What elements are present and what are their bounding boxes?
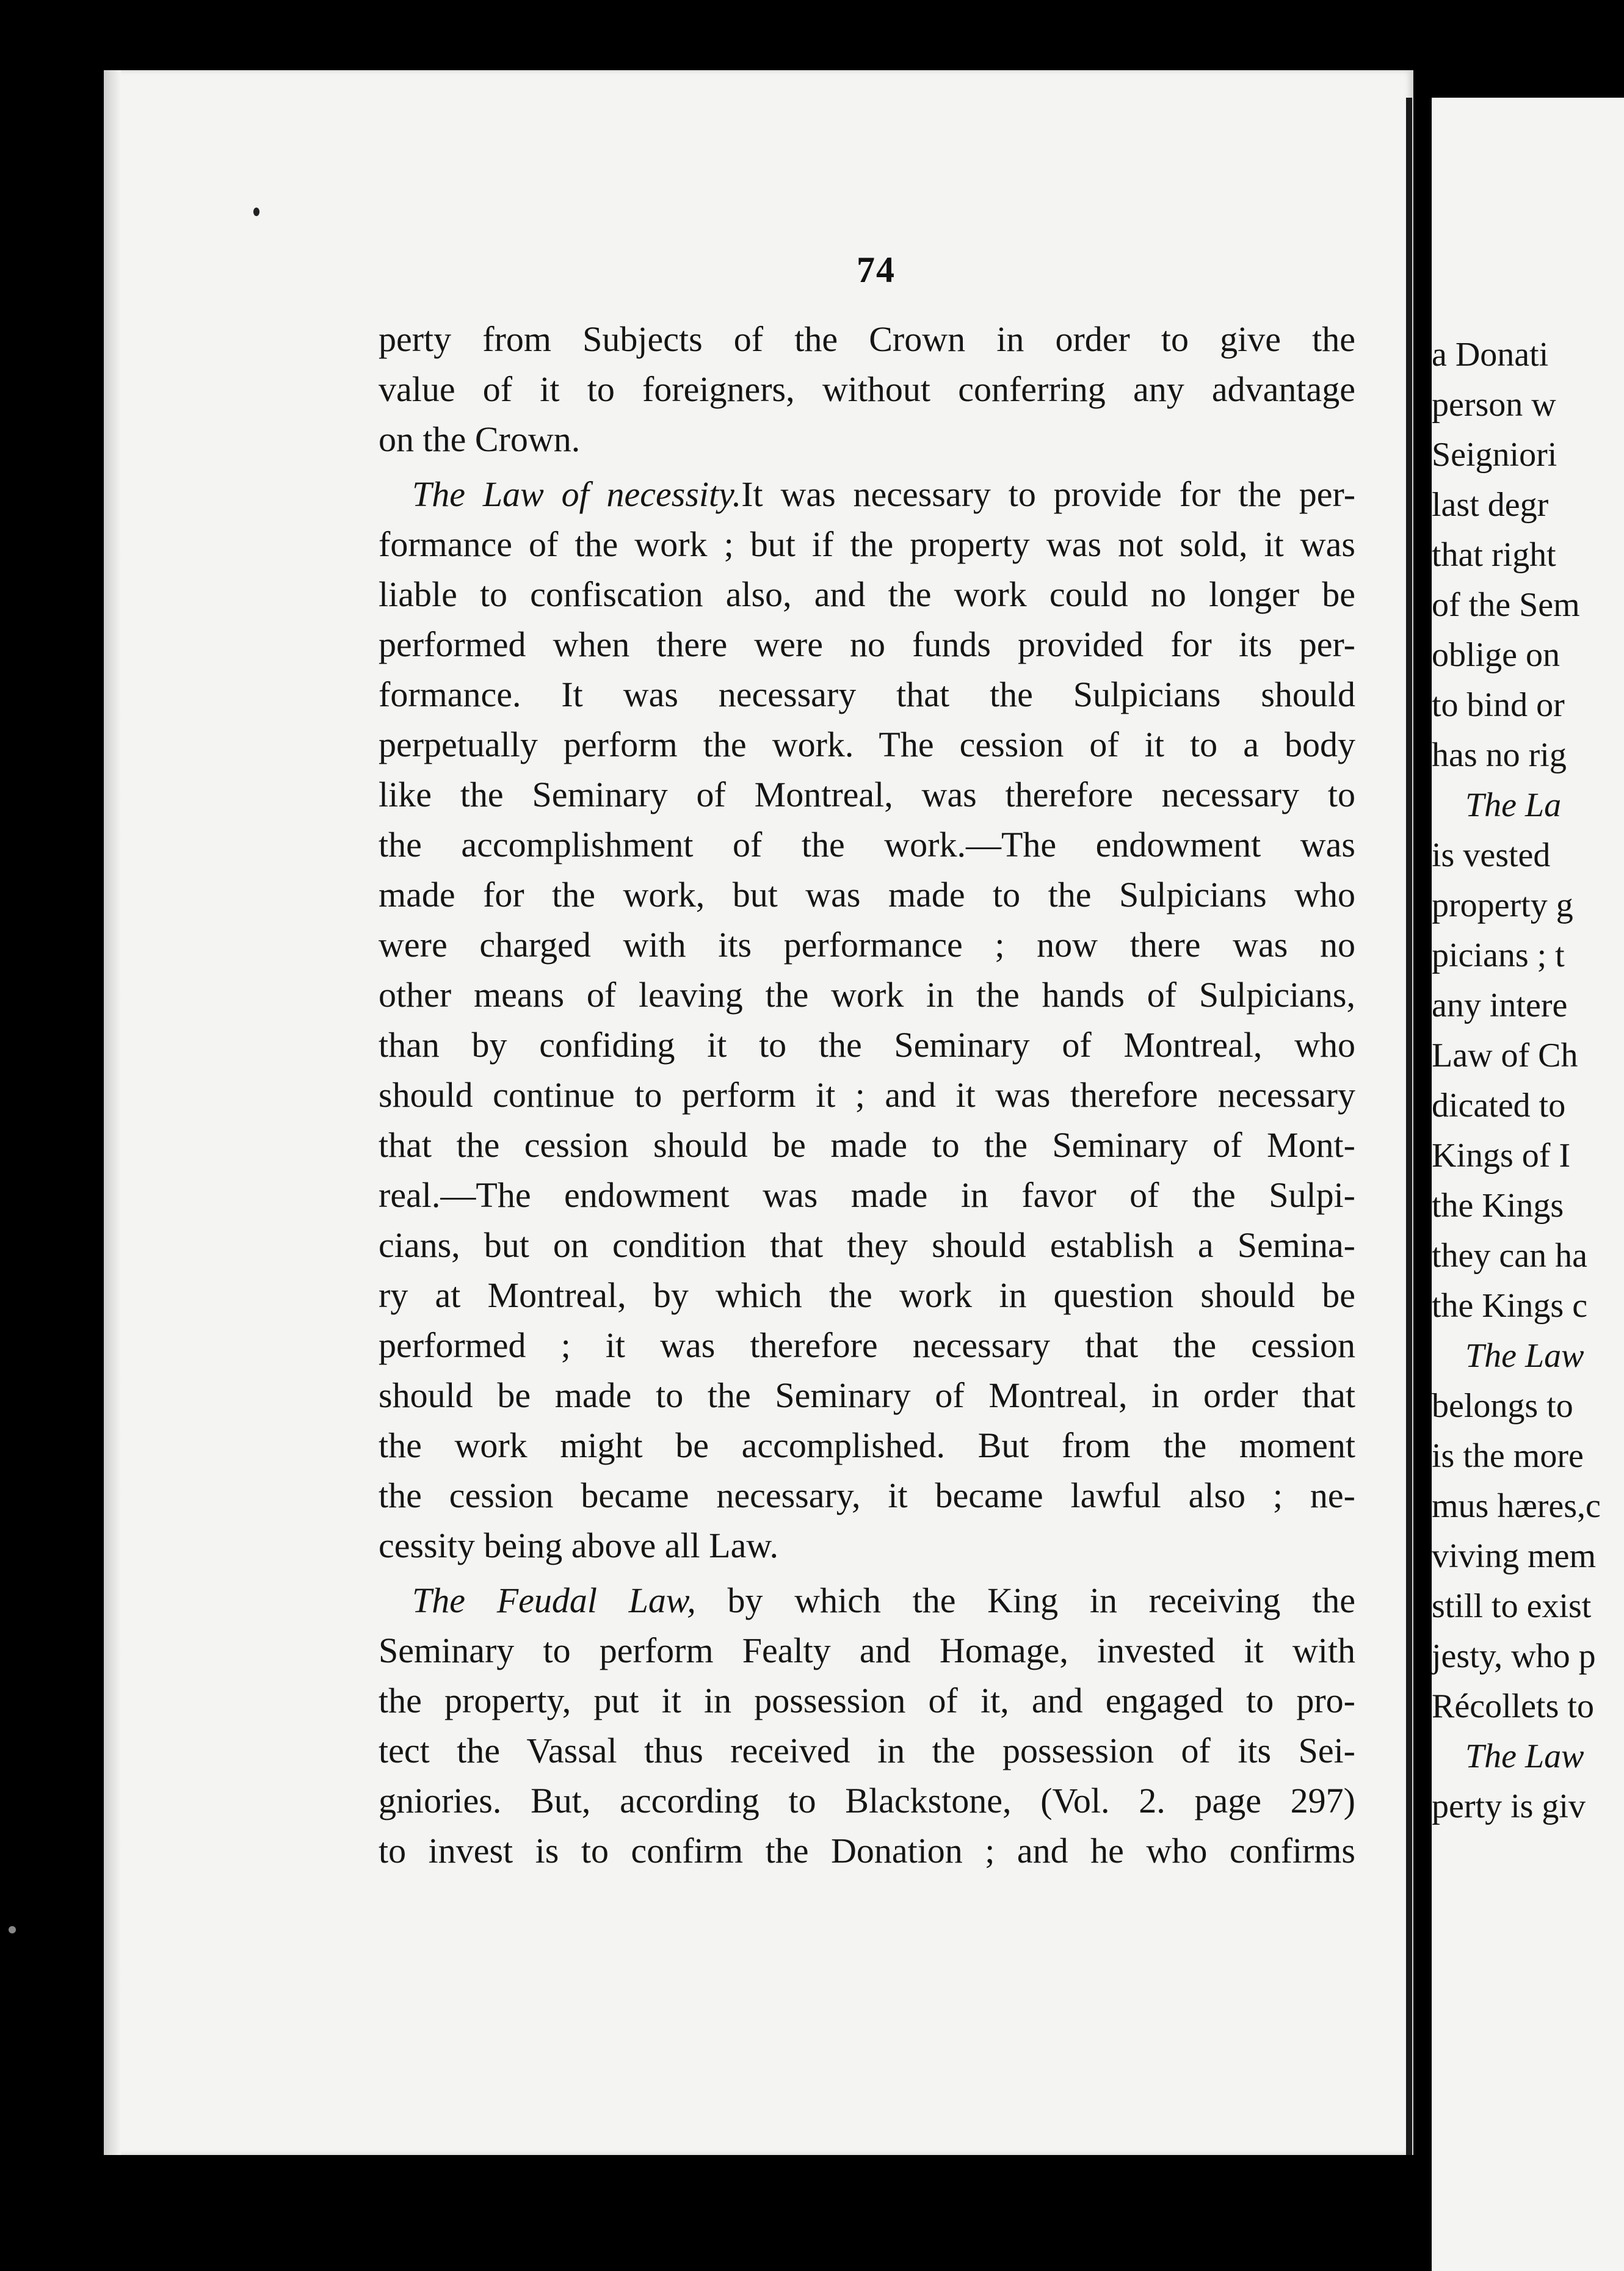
text-line	[379, 314, 1355, 364]
text-line-fragment: jesty, who p	[1432, 1637, 1596, 1675]
line-text: tect the Vassal thus received in the possession of its Sei-	[379, 1731, 1355, 1770]
text-line	[379, 364, 1355, 415]
left-page-body-text	[379, 314, 1355, 1876]
line-text: formance of the work ; but if the property was not sold, it was	[379, 524, 1355, 564]
text-line	[379, 1070, 1355, 1120]
line-text: other means of leaving the work in the hands of Sulpicians,	[379, 975, 1355, 1015]
line-text: to invest is to confirm the Donation ; and he who confirms	[379, 1831, 1355, 1871]
line-text: real.—The endowment was made in favor of the Sulpi-	[379, 1175, 1355, 1215]
line-text: the property, put it in possession of it, and engaged to pro-	[379, 1681, 1355, 1720]
line-text: that the cession should be made to the Seminary of Mont-	[379, 1125, 1355, 1165]
dust-speck	[9, 1926, 16, 1933]
text-line-fragment: picians ; t	[1432, 936, 1565, 974]
text-line	[379, 970, 1355, 1020]
text-line-fragment: The Law	[1465, 1737, 1584, 1775]
line-text: the cession became necessary, it became lawful also ; ne-	[379, 1476, 1355, 1515]
text-line	[379, 1676, 1355, 1726]
text-line-fragment: still to exist	[1432, 1587, 1592, 1625]
page-fold-line	[1406, 98, 1412, 2155]
text-line	[379, 670, 1355, 720]
text-line	[379, 1521, 1355, 1571]
text-line	[379, 1421, 1355, 1471]
text-line-fragment: The Law	[1465, 1337, 1584, 1375]
text-line-fragment: the Kings	[1432, 1187, 1564, 1225]
line-text: formance. It was necessary that the Sulpicians should	[379, 675, 1355, 714]
text-line-fragment: perty is giv	[1432, 1787, 1586, 1825]
text-line	[379, 620, 1355, 670]
text-line	[379, 1320, 1355, 1371]
text-line-fragment: Seigniori	[1432, 436, 1557, 474]
italic-heading: The Law of necessity.	[412, 474, 742, 514]
text-line-fragment: Récollets to	[1432, 1687, 1594, 1725]
text-line-fragment: oblige on	[1432, 636, 1560, 674]
text-line	[379, 570, 1355, 620]
dust-speck	[253, 208, 259, 216]
text-line	[379, 1626, 1355, 1676]
text-line-fragment: Law of Ch	[1432, 1037, 1578, 1074]
line-text: perpetually perform the work. The cession of it to a body	[379, 725, 1355, 764]
text-line-fragment: any intere	[1432, 987, 1568, 1024]
text-line	[379, 820, 1355, 870]
text-line	[379, 720, 1355, 770]
line-text: made for the work, but was made to the Sulpicians who	[379, 875, 1355, 915]
line-text: the accomplishment of the work.—The endowment was	[379, 825, 1355, 864]
text-line	[379, 770, 1355, 820]
text-line	[379, 520, 1355, 570]
text-line-fragment: The La	[1465, 786, 1562, 824]
right-page-body-text	[1432, 330, 1624, 1831]
text-line-fragment: to bind or	[1432, 686, 1565, 724]
text-line	[379, 1471, 1355, 1521]
text-line-fragment: Kings of I	[1432, 1137, 1571, 1175]
text-line-fragment: a Donati	[1432, 336, 1549, 374]
line-text: on the Crown.	[379, 419, 581, 459]
text-line	[379, 1776, 1355, 1826]
text-line	[379, 1220, 1355, 1270]
text-line-fragment: last degr	[1432, 486, 1549, 524]
text-line	[379, 920, 1355, 970]
line-text: than by confiding it to the Seminary of Montreal, who	[379, 1025, 1355, 1065]
line-text: cessity being above all Law.	[379, 1526, 778, 1565]
text-line	[379, 1576, 1355, 1626]
text-line-fragment: viving mem	[1432, 1537, 1597, 1575]
text-line-fragment: dicated to	[1432, 1087, 1566, 1125]
line-text: cians, but on condition that they should establish a Semina-	[379, 1225, 1355, 1265]
page-number: 74	[857, 250, 896, 290]
text-line	[379, 1270, 1355, 1320]
text-line	[379, 1170, 1355, 1220]
text-line-fragment: person w	[1432, 386, 1556, 424]
line-text: should be made to the Seminary of Montreal, in order that	[379, 1375, 1355, 1415]
text-line-fragment: mus hæres,c	[1432, 1487, 1601, 1525]
text-line	[379, 1371, 1355, 1421]
line-text: performed ; it was therefore necessary that the cession	[379, 1325, 1355, 1365]
text-line	[379, 1726, 1355, 1776]
paragraph-gap	[379, 1571, 1355, 1576]
line-text: like the Seminary of Montreal, was therefore necessary to	[379, 775, 1355, 814]
line-text: value of it to foreigners, without conferring any advantage	[379, 369, 1355, 409]
line-text: performed when there were no funds provided for its per-	[379, 625, 1355, 664]
line-text: liable to confiscation also, and the work could no longer be	[379, 574, 1355, 614]
text-line	[379, 870, 1355, 920]
text-line-fragment: is vested	[1432, 836, 1551, 874]
text-line	[379, 1020, 1355, 1070]
paragraph-gap	[379, 465, 1355, 469]
text-line-fragment: has no rig	[1432, 736, 1567, 774]
line-text: should continue to perform it ; and it was therefore necessary	[379, 1075, 1355, 1115]
text-line-fragment: the Kings c	[1432, 1287, 1588, 1325]
text-line-fragment: property g	[1432, 886, 1573, 924]
line-text: the work might be accomplished. But from the moment	[379, 1425, 1355, 1465]
text-line	[379, 415, 1355, 465]
line-text: perty from Subjects of the Crown in order to give the	[379, 319, 1355, 359]
text-line-fragment: belongs to	[1432, 1387, 1573, 1425]
text-line	[379, 1120, 1355, 1170]
page-edge-shadow	[104, 70, 121, 2155]
line-text: were charged with its performance ; now there was no	[379, 925, 1355, 965]
text-line-fragment: that right	[1432, 536, 1556, 574]
line-text: It was necessary to provide for the per-	[741, 474, 1355, 514]
line-text: ry at Montreal, by which the work in question should be	[379, 1275, 1355, 1315]
line-text: Seminary to perform Fealty and Homage, invested it with	[379, 1631, 1355, 1670]
line-text: by which the King in receiving the	[695, 1581, 1355, 1620]
italic-heading: The Feudal Law,	[412, 1581, 696, 1620]
text-line-fragment: they can ha	[1432, 1237, 1587, 1275]
text-line	[379, 1826, 1355, 1876]
line-text: gniories. But, according to Blackstone, (Vol. 2. page 297)	[379, 1781, 1355, 1820]
text-line	[379, 469, 1355, 520]
text-line-fragment: is the more	[1432, 1437, 1584, 1475]
text-line-fragment: of the Sem	[1432, 586, 1580, 624]
